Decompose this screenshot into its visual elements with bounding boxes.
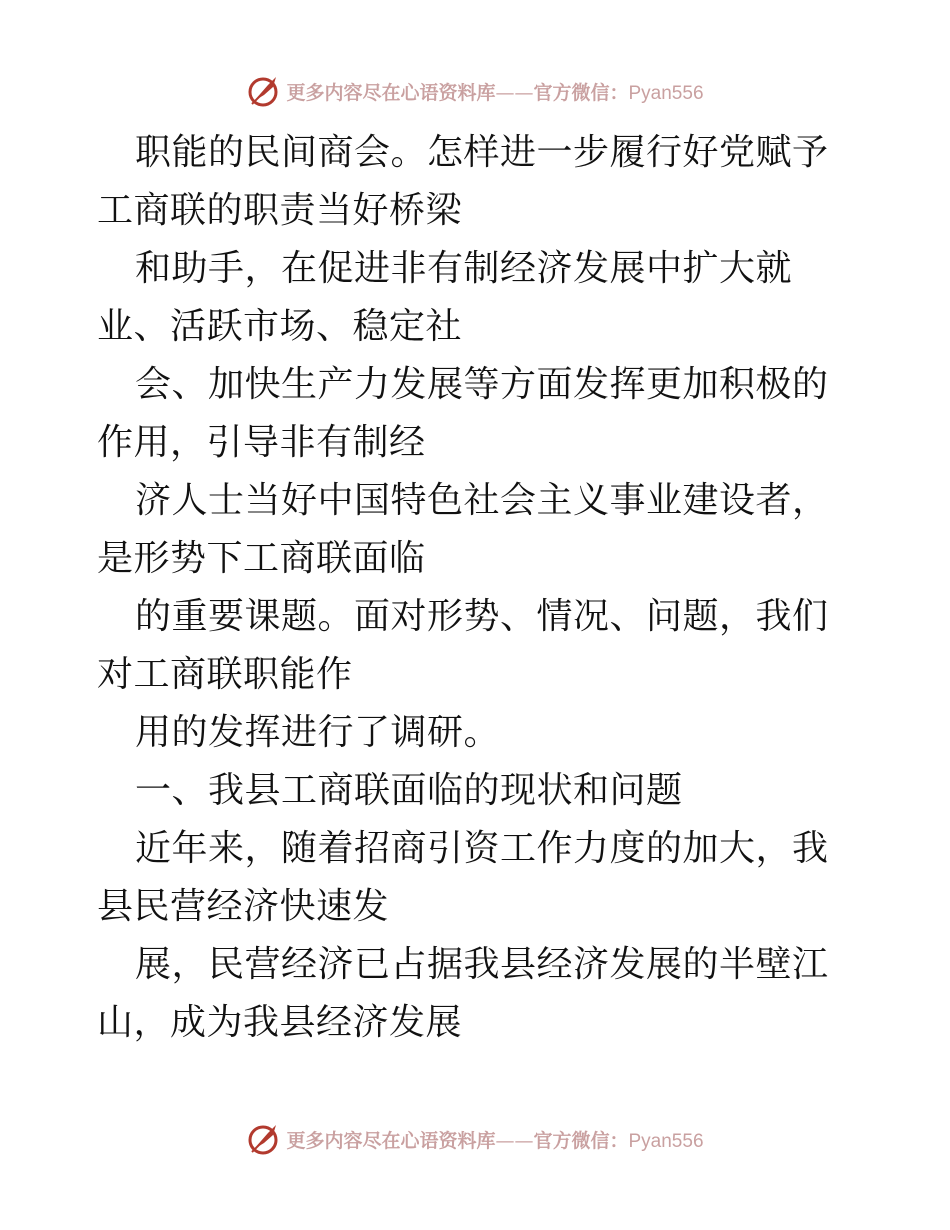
banner-site-text: 更多内容尽在心语资料库: [286, 81, 496, 104]
document-body: [97, 124, 857, 1052]
paragraph: 职能的民间商会。怎样进一步履行好党赋予工商联的职责当好桥梁: [97, 132, 829, 231]
paragraph: 用的发挥进行了调研。: [135, 712, 501, 753]
feather-pen-circle-icon: [246, 73, 282, 109]
paragraph: 济人士当好中国特色社会主义事业建设者，是形势下工商联面临: [97, 480, 829, 579]
banner-wechat-id: Pyan556: [628, 82, 704, 104]
footer-banner-text: [286, 1126, 703, 1153]
banner-wechat-label: 官方微信：: [533, 1129, 629, 1152]
header-banner: [0, 71, 950, 111]
banner-separator: ——: [495, 81, 534, 104]
paragraph: 会、加快生产力发展等方面发挥更加积极的作用，引导非有制经: [97, 364, 829, 463]
paragraph: 展，民营经济已占据我县经济发展的半壁江山，成为我县经济发展: [97, 944, 829, 1043]
banner-wechat-id: Pyan556: [628, 1130, 704, 1152]
banner-wechat-label: 官方微信：: [533, 81, 629, 104]
paragraph: 和助手，在促进非有制经济发展中扩大就业、活跃市场、稳定社: [97, 248, 793, 347]
paragraph: 的重要课题。面对形势、情况、问题，我们对工商联职能作: [97, 596, 829, 695]
header-banner-text: [286, 78, 703, 105]
paragraph: 近年来，随着招商引资工作力度的加大，我县民营经济快速发: [97, 828, 829, 927]
footer-banner: [0, 1119, 950, 1159]
banner-separator: ——: [495, 1129, 534, 1152]
section-heading: 一、我县工商联面临的现状和问题: [135, 770, 683, 811]
banner-site-text: 更多内容尽在心语资料库: [286, 1129, 496, 1152]
feather-pen-circle-icon: [246, 1121, 282, 1157]
